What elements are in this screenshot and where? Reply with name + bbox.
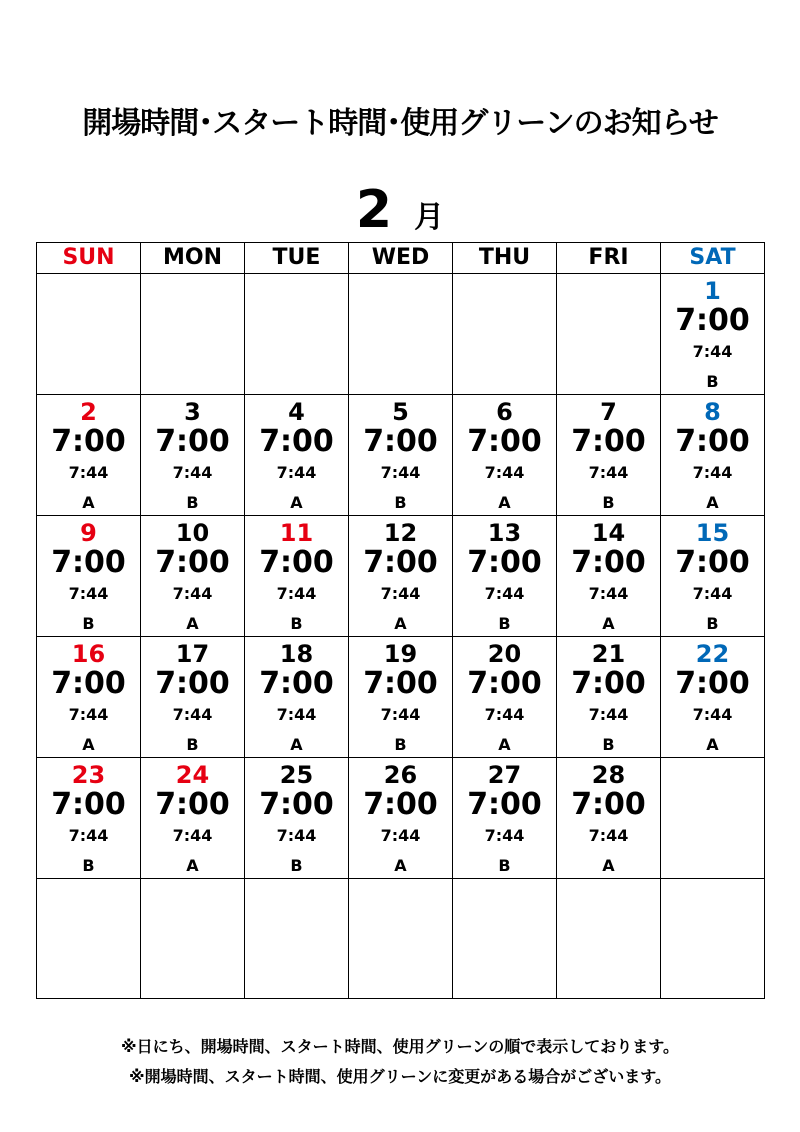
opening-time: 7:00 bbox=[675, 666, 750, 701]
start-time: 7:44 bbox=[68, 463, 109, 482]
day-cell-content bbox=[349, 516, 452, 636]
day-cell bbox=[349, 758, 453, 879]
weekday-fri: FRI bbox=[557, 243, 661, 274]
day-cell bbox=[349, 395, 453, 516]
day-cell-content bbox=[453, 516, 556, 636]
start-time: 7:44 bbox=[172, 584, 213, 603]
calendar-week-row bbox=[37, 879, 765, 999]
start-time: 7:44 bbox=[692, 705, 733, 724]
opening-time: 7:00 bbox=[571, 545, 646, 580]
day-cell bbox=[349, 516, 453, 637]
green-code: B bbox=[498, 614, 511, 633]
opening-time: 7:00 bbox=[51, 666, 126, 701]
start-time: 7:44 bbox=[172, 463, 213, 482]
start-time: 7:44 bbox=[276, 584, 317, 603]
day-cell bbox=[37, 516, 141, 637]
weekday-sun: SUN bbox=[37, 243, 141, 274]
green-code: A bbox=[290, 493, 303, 512]
green-code: A bbox=[290, 735, 303, 754]
day-cell-content bbox=[37, 516, 140, 636]
day-number: 6 bbox=[496, 398, 513, 426]
day-number: 9 bbox=[80, 519, 97, 547]
start-time: 7:44 bbox=[588, 826, 629, 845]
opening-time: 7:00 bbox=[467, 424, 542, 459]
month-heading bbox=[0, 180, 800, 240]
start-time: 7:44 bbox=[588, 463, 629, 482]
start-time: 7:44 bbox=[172, 705, 213, 724]
green-code: A bbox=[706, 493, 719, 512]
day-number: 13 bbox=[487, 519, 522, 547]
day-cell-content bbox=[661, 274, 764, 394]
opening-time: 7:00 bbox=[571, 666, 646, 701]
day-cell bbox=[245, 758, 349, 879]
day-number: 20 bbox=[487, 640, 522, 668]
day-cell bbox=[557, 516, 661, 637]
empty-day-cell bbox=[141, 879, 245, 999]
day-cell-content bbox=[141, 395, 244, 515]
opening-time: 7:00 bbox=[467, 666, 542, 701]
weekday-wed: WED bbox=[349, 243, 453, 274]
empty-day-cell bbox=[557, 274, 661, 395]
start-time: 7:44 bbox=[380, 705, 421, 724]
day-cell-content bbox=[661, 516, 764, 636]
day-number: 15 bbox=[695, 519, 730, 547]
day-cell bbox=[141, 758, 245, 879]
start-time: 7:44 bbox=[484, 463, 525, 482]
day-number: 24 bbox=[175, 761, 210, 789]
day-cell bbox=[557, 637, 661, 758]
empty-day-cell bbox=[557, 879, 661, 999]
day-cell-content bbox=[557, 395, 660, 515]
opening-time: 7:00 bbox=[259, 545, 334, 580]
opening-time: 7:00 bbox=[155, 666, 230, 701]
day-number: 12 bbox=[383, 519, 418, 547]
opening-time: 7:00 bbox=[155, 787, 230, 822]
opening-time: 7:00 bbox=[51, 787, 126, 822]
footnote-change: ※開場時間、スタート時間、使用グリーンに変更がある場合がございます。 bbox=[129, 1067, 671, 1086]
green-code: B bbox=[186, 493, 199, 512]
day-cell bbox=[453, 758, 557, 879]
start-time: 7:44 bbox=[484, 826, 525, 845]
start-time: 7:44 bbox=[380, 463, 421, 482]
month-unit: 月 bbox=[414, 200, 445, 235]
day-number: 25 bbox=[279, 761, 314, 789]
day-number: 4 bbox=[288, 398, 305, 426]
day-number: 14 bbox=[591, 519, 626, 547]
weekday-tue: TUE bbox=[245, 243, 349, 274]
day-cell-content bbox=[349, 395, 452, 515]
start-time: 7:44 bbox=[692, 584, 733, 603]
day-number: 3 bbox=[184, 398, 201, 426]
opening-time: 7:00 bbox=[571, 787, 646, 822]
empty-day-cell bbox=[661, 879, 765, 999]
day-cell-content bbox=[37, 637, 140, 757]
calendar-week-row bbox=[37, 395, 765, 516]
day-cell-content bbox=[141, 758, 244, 878]
green-code: A bbox=[498, 493, 511, 512]
start-time: 7:44 bbox=[172, 826, 213, 845]
day-cell-content bbox=[141, 516, 244, 636]
day-cell bbox=[37, 758, 141, 879]
green-code: B bbox=[602, 735, 615, 754]
day-cell-content bbox=[557, 758, 660, 878]
green-code: B bbox=[498, 856, 511, 875]
opening-time: 7:00 bbox=[155, 545, 230, 580]
day-number: 28 bbox=[591, 761, 626, 789]
empty-day-cell bbox=[349, 879, 453, 999]
opening-time: 7:00 bbox=[259, 787, 334, 822]
opening-time: 7:00 bbox=[363, 424, 438, 459]
calendar-body bbox=[37, 274, 765, 999]
day-cell bbox=[245, 637, 349, 758]
day-cell bbox=[557, 395, 661, 516]
day-cell bbox=[245, 395, 349, 516]
start-time: 7:44 bbox=[380, 826, 421, 845]
green-code: A bbox=[82, 493, 95, 512]
green-code: B bbox=[290, 614, 303, 633]
start-time: 7:44 bbox=[588, 584, 629, 603]
day-number: 19 bbox=[383, 640, 418, 668]
day-cell bbox=[453, 637, 557, 758]
empty-day-cell bbox=[37, 879, 141, 999]
day-number: 11 bbox=[279, 519, 314, 547]
day-number: 2 bbox=[80, 398, 97, 426]
calendar-week-row bbox=[37, 516, 765, 637]
green-code: B bbox=[602, 493, 615, 512]
calendar-week-row bbox=[37, 758, 765, 879]
weekday-thu: THU bbox=[453, 243, 557, 274]
day-cell bbox=[245, 516, 349, 637]
day-cell bbox=[661, 516, 765, 637]
green-code: A bbox=[186, 856, 199, 875]
day-cell-content bbox=[349, 637, 452, 757]
day-cell bbox=[661, 395, 765, 516]
footnote-order: ※日にち、開場時間、スタート時間、使用グリーンの順で表示しております。 bbox=[121, 1037, 679, 1056]
start-time: 7:44 bbox=[588, 705, 629, 724]
start-time: 7:44 bbox=[276, 826, 317, 845]
weekday-header bbox=[37, 243, 765, 274]
opening-time: 7:00 bbox=[467, 545, 542, 580]
start-time: 7:44 bbox=[68, 826, 109, 845]
start-time: 7:44 bbox=[276, 705, 317, 724]
calendar-week-row bbox=[37, 637, 765, 758]
opening-time: 7:00 bbox=[363, 545, 438, 580]
day-cell bbox=[141, 516, 245, 637]
day-number: 21 bbox=[591, 640, 626, 668]
day-cell bbox=[37, 637, 141, 758]
day-cell bbox=[141, 395, 245, 516]
opening-time: 7:00 bbox=[363, 666, 438, 701]
day-cell-content bbox=[453, 758, 556, 878]
green-code: A bbox=[706, 735, 719, 754]
start-time: 7:44 bbox=[68, 584, 109, 603]
opening-time: 7:00 bbox=[51, 424, 126, 459]
day-cell-content bbox=[557, 516, 660, 636]
green-code: A bbox=[186, 614, 199, 633]
opening-time: 7:00 bbox=[675, 545, 750, 580]
opening-time: 7:00 bbox=[467, 787, 542, 822]
day-cell-content bbox=[557, 637, 660, 757]
green-code: B bbox=[82, 614, 95, 633]
day-number: 27 bbox=[487, 761, 522, 789]
calendar-week-row bbox=[37, 274, 765, 395]
green-code: A bbox=[394, 614, 407, 633]
weekday-mon: MON bbox=[141, 243, 245, 274]
day-number: 16 bbox=[71, 640, 106, 668]
day-number: 23 bbox=[71, 761, 106, 789]
day-cell bbox=[557, 758, 661, 879]
day-cell bbox=[141, 637, 245, 758]
day-cell-content bbox=[661, 637, 764, 757]
opening-time: 7:00 bbox=[571, 424, 646, 459]
start-time: 7:44 bbox=[692, 342, 733, 361]
day-cell bbox=[37, 395, 141, 516]
opening-time: 7:00 bbox=[51, 545, 126, 580]
day-cell bbox=[453, 395, 557, 516]
empty-day-cell bbox=[661, 758, 765, 879]
green-code: B bbox=[706, 372, 719, 391]
start-time: 7:44 bbox=[692, 463, 733, 482]
start-time: 7:44 bbox=[380, 584, 421, 603]
day-cell bbox=[661, 637, 765, 758]
opening-time: 7:00 bbox=[259, 666, 334, 701]
green-code: B bbox=[706, 614, 719, 633]
opening-time: 7:00 bbox=[259, 424, 334, 459]
empty-day-cell bbox=[453, 274, 557, 395]
empty-day-cell bbox=[349, 274, 453, 395]
empty-day-cell bbox=[453, 879, 557, 999]
start-time: 7:44 bbox=[484, 584, 525, 603]
day-cell-content bbox=[245, 637, 348, 757]
day-cell-content bbox=[141, 637, 244, 757]
opening-time: 7:00 bbox=[363, 787, 438, 822]
opening-time: 7:00 bbox=[155, 424, 230, 459]
green-code: B bbox=[82, 856, 95, 875]
empty-day-cell bbox=[141, 274, 245, 395]
day-number: 1 bbox=[704, 277, 721, 305]
day-cell-content bbox=[245, 516, 348, 636]
green-code: A bbox=[602, 614, 615, 633]
start-time: 7:44 bbox=[276, 463, 317, 482]
day-cell bbox=[661, 274, 765, 395]
green-code: A bbox=[394, 856, 407, 875]
day-number: 8 bbox=[704, 398, 721, 426]
day-number: 5 bbox=[392, 398, 409, 426]
day-cell-content bbox=[453, 395, 556, 515]
day-cell-content bbox=[661, 395, 764, 515]
day-cell-content bbox=[37, 758, 140, 878]
day-cell bbox=[453, 516, 557, 637]
opening-time: 7:00 bbox=[675, 424, 750, 459]
opening-time: 7:00 bbox=[675, 303, 750, 338]
day-cell bbox=[349, 637, 453, 758]
green-code: A bbox=[498, 735, 511, 754]
start-time: 7:44 bbox=[68, 705, 109, 724]
empty-day-cell bbox=[37, 274, 141, 395]
green-code: B bbox=[394, 735, 407, 754]
day-cell-content bbox=[245, 758, 348, 878]
day-number: 22 bbox=[695, 640, 730, 668]
day-number: 26 bbox=[383, 761, 418, 789]
empty-day-cell bbox=[245, 274, 349, 395]
weekday-header-row bbox=[37, 243, 765, 274]
month-number: 2 bbox=[355, 180, 393, 240]
day-cell-content bbox=[245, 395, 348, 515]
green-code: A bbox=[602, 856, 615, 875]
weekday-sat: SAT bbox=[661, 243, 765, 274]
footnotes bbox=[0, 1032, 800, 1092]
start-time: 7:44 bbox=[484, 705, 525, 724]
green-code: A bbox=[82, 735, 95, 754]
day-number: 7 bbox=[600, 398, 617, 426]
green-code: B bbox=[186, 735, 199, 754]
day-cell-content bbox=[453, 637, 556, 757]
day-number: 17 bbox=[175, 640, 210, 668]
calendar-table bbox=[36, 242, 765, 999]
day-cell-content bbox=[349, 758, 452, 878]
day-number: 10 bbox=[175, 519, 210, 547]
day-cell-content bbox=[37, 395, 140, 515]
page-title: 開場時間･スタート時間･使用グリーンのお知らせ bbox=[82, 106, 718, 141]
green-code: B bbox=[394, 493, 407, 512]
empty-day-cell bbox=[245, 879, 349, 999]
day-number: 18 bbox=[279, 640, 314, 668]
green-code: B bbox=[290, 856, 303, 875]
